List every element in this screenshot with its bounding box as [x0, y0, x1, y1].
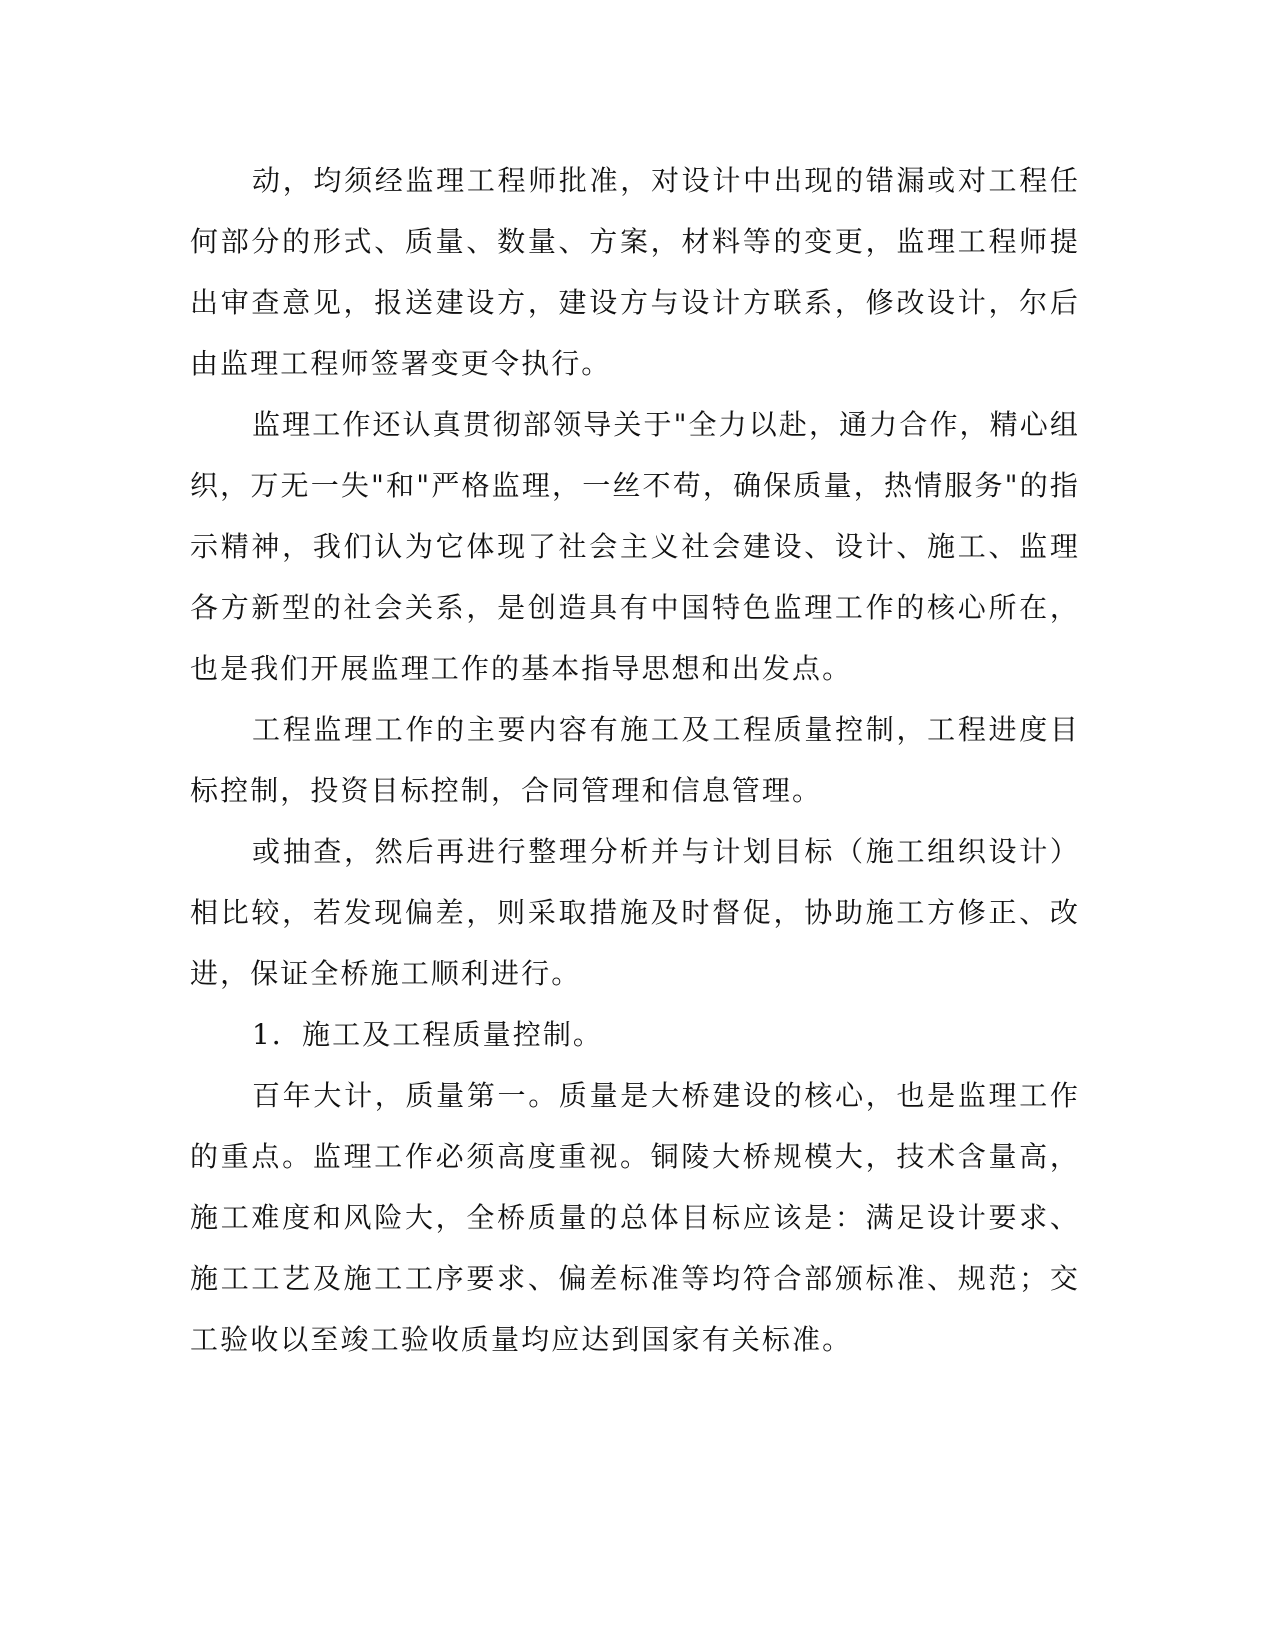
paragraph-main-work-content: 工程监理工作的主要内容有施工及工程质量控制，工程进度目标控制，投资目标控制，合同管理和信息管理。	[190, 713, 1080, 807]
document-body	[190, 150, 1080, 1370]
paragraph-quality-first: 百年大计，质量第一。质量是大桥建设的核心，也是监理工作的重点。监理工作必须高度重视。铜陵大桥规模大，技术含量高，施工难度和风险大，全桥质量的总体目标应该是：满足设计要求、施工工艺及施工工序要求、偏差标准等均符合部颁标准、规范；交工验收以至竣工验收质量均应达到国家有关标准。	[190, 1079, 1080, 1356]
paragraph-spot-check-comparison: 或抽查，然后再进行整理分析并与计划目标（施工组织设计）相比较，若发现偏差，则采取措施及时督促，协助施工方修正、改进，保证全桥施工顺利进行。	[190, 835, 1080, 990]
paragraph-supervision-guiding-spirit: 监理工作还认真贯彻部领导关于"全力以赴，通力合作，精心组织，万无一失"和"严格监理，一丝不苟，确保质量，热情服务"的指示精神，我们认为它体现了社会主义社会建设、设计、施工、监理各方新型的社会关系，是创造具有中国特色监理工作的核心所在，也是我们开展监理工作的基本指导思想和出发点。	[190, 408, 1080, 685]
paragraph-design-change-approval: 动，均须经监理工程师批准，对设计中出现的错漏或对工程任何部分的形式、质量、数量、方案，材料等的变更，监理工程师提出审查意见，报送建设方，建设方与设计方联系，修改设计，尔后由监理工程师签署变更令执行。	[190, 164, 1080, 380]
section-heading-quality-control: 1．施工及工程质量控制。	[252, 1018, 604, 1051]
